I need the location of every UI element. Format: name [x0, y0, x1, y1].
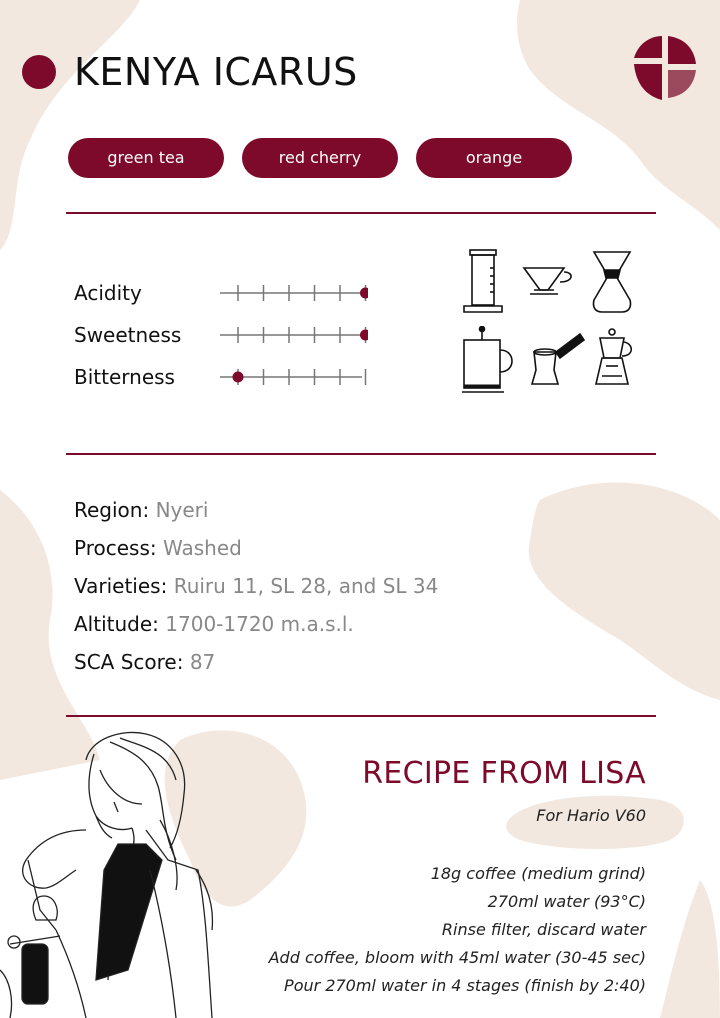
scale-value-dot — [360, 288, 368, 299]
info-varieties — [74, 574, 438, 598]
recipe-steps — [269, 860, 646, 1000]
title-dot — [22, 55, 56, 89]
recipe-step: 270ml water (93°C) — [487, 892, 646, 911]
taste-scale-acidity — [218, 283, 368, 303]
info-value: Washed — [162, 536, 242, 560]
recipe-step: Pour 270ml water in 4 stages (finish by 2:40) — [284, 976, 646, 995]
info-value: 87 — [189, 650, 216, 674]
recipe-subtitle: For Hario V60 — [536, 806, 646, 825]
page-title: KENYA ICARUS — [74, 50, 358, 94]
info-key: Varieties: — [74, 574, 168, 598]
chemex-icon — [586, 246, 648, 316]
taste-scale-bitterness — [218, 367, 368, 387]
flavor-note-pill: green tea — [68, 138, 224, 178]
info-key: Process: — [74, 536, 157, 560]
divider — [66, 453, 656, 455]
recipe-title: RECIPE FROM LISA — [362, 756, 646, 791]
barista-portrait-illustration — [0, 720, 270, 1018]
taste-label-acidity: Acidity — [74, 281, 142, 305]
brand-logo-icon — [632, 34, 700, 102]
info-value: 1700-1720 m.a.s.l. — [165, 612, 354, 636]
info-key: SCA Score: — [74, 650, 184, 674]
taste-label-sweetness: Sweetness — [74, 323, 182, 347]
divider — [66, 212, 656, 214]
info-key: Region: — [74, 498, 150, 522]
aeropress-icon — [458, 246, 520, 316]
info-region — [74, 498, 208, 522]
moka-pot-icon — [588, 326, 650, 396]
recipe-step: Rinse filter, discard water — [441, 920, 646, 939]
flavor-note-pill: red cherry — [242, 138, 398, 178]
info-process — [74, 536, 242, 560]
french-press-icon — [458, 326, 520, 396]
taste-scale-sweetness — [218, 325, 368, 345]
recipe-step: 18g coffee (medium grind) — [430, 864, 646, 883]
flavor-note-pill: orange — [416, 138, 572, 178]
cezve-icon — [524, 330, 586, 400]
taste-label-bitterness: Bitterness — [74, 365, 175, 389]
info-value: Ruiru 11, SL 28, and SL 34 — [173, 574, 439, 598]
info-value: Nyeri — [155, 498, 209, 522]
info-sca-score — [74, 650, 215, 674]
scale-value-dot — [233, 372, 244, 383]
recipe-step: Add coffee, bloom with 45ml water (30-45 sec) — [268, 948, 646, 967]
scale-value-dot — [360, 330, 368, 341]
info-key: Altitude: — [74, 612, 159, 636]
v60-dripper-icon — [520, 252, 582, 322]
info-altitude — [74, 612, 354, 636]
divider — [66, 715, 656, 717]
